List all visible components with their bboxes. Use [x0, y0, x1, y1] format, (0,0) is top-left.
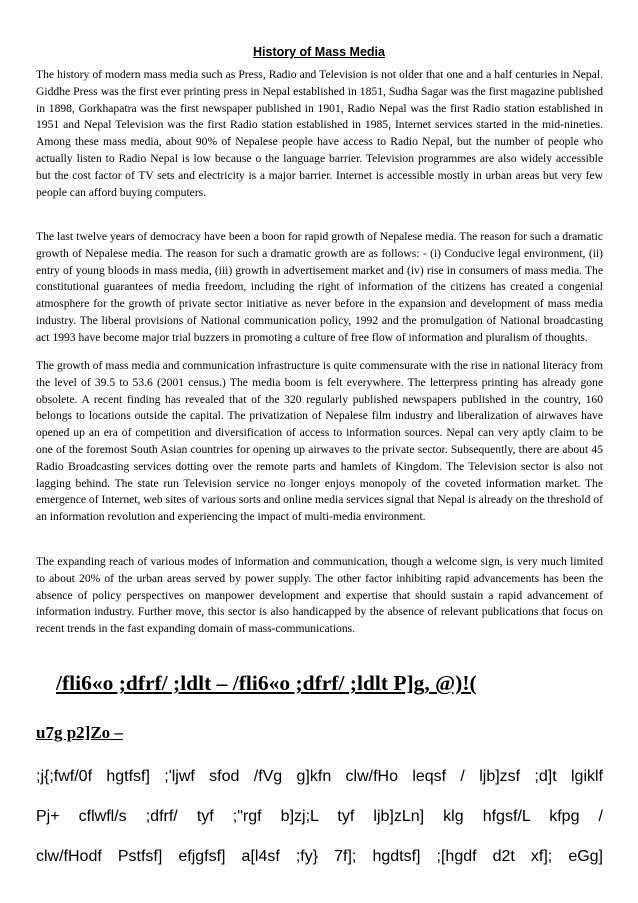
- nepali-section-body: [36, 757, 603, 877]
- nepali-section-heading: /fli6«o ;dfrf/ ;ldlt – /fli6«o ;dfrf/ ;ldlt P]g, @)!(: [56, 671, 477, 695]
- paragraph-democracy-growth: The last twelve years of democracy have been a boon for rapid growth of Nepalese media. The reason for such a dramatic growth of Nepalese media. The reason for such a dramatic growth are as follows: - (i) Conducive legal environment, (ii) entry of young bloods in mass media, (iii) growth in advertisement market and (iv) rise in consumers of mass media. The constitutional guarantees of media freedom, including the right of information of the citizens has created a congenial atmosphere for the growth of private sector initiative as never before in the expansion and development of mass media industry. The liberal provisions of National communication policy, 1992 and the promulgation of National broadcasting act 1993 have become major trial buzzers in promoting a culture of free flow of information and pluralism of thoughts.: [36, 230, 603, 344]
- paragraph-history: The history of modern mass media such as Press, Radio and Television is not older that one and a half centuries in Nepal. Giddhe Press was the first ever printing press in Nepal established in 1851, Sudha Sagar was the first magazine published in 1898, Gorkhapatra was the first newspaper published in 1901, Radio Nepal was the first Radio station established in 1951 and Nepal Television was the first Radio station established in 1985, Internet services started in the mid-nineties. Among these mass media, about 90% of Nepalese people have access to Radio Nepal, but the number of people who actually listen to Radio Nepal is low because o the language barrier. Television programmes are also widely accessible but the cost factor of TV sets and electricity is a major barrier. Internet is accessible mostly in urban areas but very few people can afford buying computers.: [36, 68, 603, 199]
- nepali-line: ;j{;fwf/0f hgtfsf] ;'ljwf sfod /fVg g]kfn clw/fHo leqsf / ljb]zsf ;d]t lgiklf: [36, 768, 603, 785]
- document-title: History of Mass Media: [253, 45, 385, 59]
- paragraph-limitations: The expanding reach of various modes of information and communication, though a welcome sign, is very much limited to about 20% of the urban areas served by power supply. The other factor inhibiting rapid advancements has been the absence of policy perspectives on manpower development and expertise that should sustain a rapid advancement of information industry. Further move, this sector is also handicapped by the absence of relevant publications that focus on recent trends in the fast expanding domain of mass-communications.: [36, 555, 603, 636]
- nepali-section-subheading: u7g p2]Zo –: [36, 723, 123, 742]
- paragraph-infrastructure: The growth of mass media and communication infrastructure is quite commensurate with the rise in national literacy from the level of 39.5 to 53.6 (2001 census.) The media boom is felt everywhere. The letterpress printing has already gone obsolete. A recent finding has revealed that of the 320 regularly published newspapers published in the country, 160 belongs to locations outside the capital. The privatization of Nepalese film industry and liberalization of airwaves have opened up an era of competition and diversification of access to information sources. Nepal can very aptly claim to be one of the foremost South Asian countries for opening up airwaves to the private sector. Subsequently, there are about 45 Radio Broadcasting services dotting over the remote parts and hamlets of Kingdom. The Television sector is also not lagging behind. The state run Television service no longer enjoys monopoly of the coveted information market. The emergence of Internet, web sites of various sorts and online media services signal that Nepal is already on the threshold of an information revolution and experiencing the impact of multi-media environment.: [36, 359, 603, 524]
- nepali-line: clw/fHodf Pstfsf] efjgfsf] a[l4sf ;fy} 7f]; hgdtsf] ;[hgdf d2t xf]; eGg]: [36, 848, 603, 865]
- nepali-line: Pj+ cflwfl/s ;dfrf/ tyf ;"rgf b]zj;L tyf ljb]zLn] klg hfgsf/L kfpg /: [36, 808, 603, 825]
